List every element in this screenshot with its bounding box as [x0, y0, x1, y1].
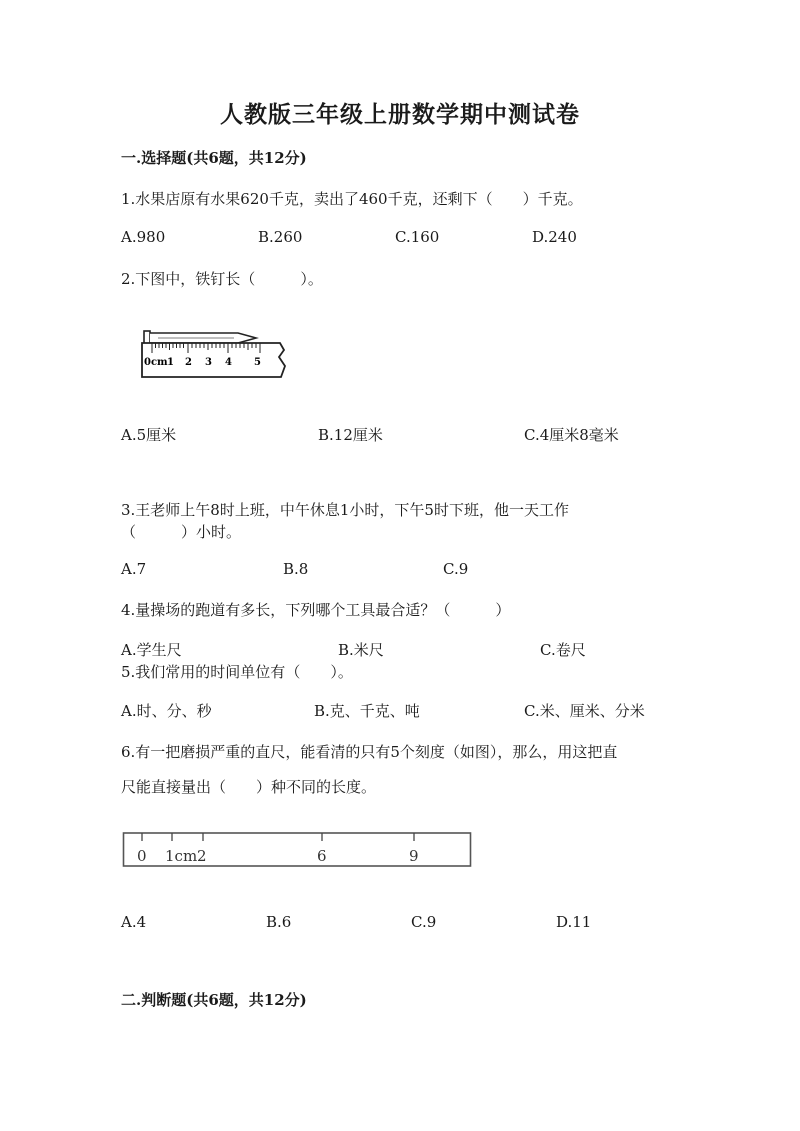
worn-ruler-figure — [122, 830, 474, 870]
q2-option-a[interactable]: A.5厘米 — [121, 426, 177, 444]
q4-option-a[interactable]: A.学生尺 — [121, 641, 182, 659]
section-heading-choice: 一.选择题(共6题，共12分) — [121, 149, 307, 167]
ruler-label-0cm: 0cm — [144, 357, 168, 368]
question-2: 2.下图中，铁钉长（ ）。 — [121, 270, 323, 288]
q5-option-c[interactable]: C.米、厘米、分米 — [524, 702, 645, 720]
q4-option-c[interactable]: C.卷尺 — [540, 641, 586, 659]
section-heading-true-false: 二.判断题(共6题，共12分) — [121, 991, 307, 1009]
question-1: 1.水果店原有水果620千克，卖出了460千克，还剩下（ ）千克。 — [121, 190, 583, 208]
q5-option-a[interactable]: A.时、分、秒 — [121, 702, 212, 720]
worn-ruler-label-9: 9 — [409, 847, 419, 865]
q2-option-b[interactable]: B.12厘米 — [318, 426, 383, 444]
question-6-line-1: 6.有一把磨损严重的直尺，能看清的只有5个刻度（如图），那么，用这把直 — [121, 743, 618, 761]
q4-option-b[interactable]: B.米尺 — [338, 641, 384, 659]
q5-option-b[interactable]: B.克、千克、吨 — [314, 702, 420, 720]
q1-option-b[interactable]: B.260 — [258, 228, 303, 246]
question-5: 5.我们常用的时间单位有（ ）。 — [121, 663, 353, 681]
question-3-line-1: 3.王老师上午8时上班，中午休息1小时，下午5时下班，他一天工作 — [121, 501, 569, 519]
ruler-label-1: 1 — [167, 357, 174, 368]
ruler-label-4: 4 — [225, 357, 232, 368]
page-title: 人教版三年级上册数学期中测试卷 — [220, 101, 580, 128]
q6-option-d[interactable]: D.11 — [556, 913, 592, 931]
worn-ruler-label-2: 2 — [197, 847, 207, 865]
q1-option-d[interactable]: D.240 — [532, 228, 577, 246]
q1-option-c[interactable]: C.160 — [395, 228, 440, 246]
ruler-label-2: 2 — [185, 357, 192, 368]
q6-option-b[interactable]: B.6 — [266, 913, 292, 931]
q1-option-a[interactable]: A.980 — [121, 228, 166, 246]
worn-ruler-label-6: 6 — [317, 847, 327, 865]
question-6-line-2: 尺能直接量出（ ）种不同的长度。 — [121, 778, 377, 796]
q6-option-c[interactable]: C.9 — [411, 913, 437, 931]
worn-ruler-label-1cm: 1cm — [165, 847, 198, 865]
worn-ruler-label-0: 0 — [137, 847, 147, 865]
ruler-label-3: 3 — [205, 357, 212, 368]
q3-option-a[interactable]: A.7 — [121, 560, 147, 578]
question-4: 4.量操场的跑道有多长，下列哪个工具最合适？（ ） — [121, 601, 511, 619]
q3-option-b[interactable]: B.8 — [283, 560, 309, 578]
question-3-line-2: （ ）小时。 — [121, 523, 242, 541]
q2-option-c[interactable]: C.4厘米8毫米 — [524, 426, 619, 444]
q3-option-c[interactable]: C.9 — [443, 560, 469, 578]
q6-option-a[interactable]: A.4 — [121, 913, 147, 931]
ruler-label-5: 5 — [254, 357, 261, 368]
ruler-with-nail-figure — [138, 322, 292, 382]
